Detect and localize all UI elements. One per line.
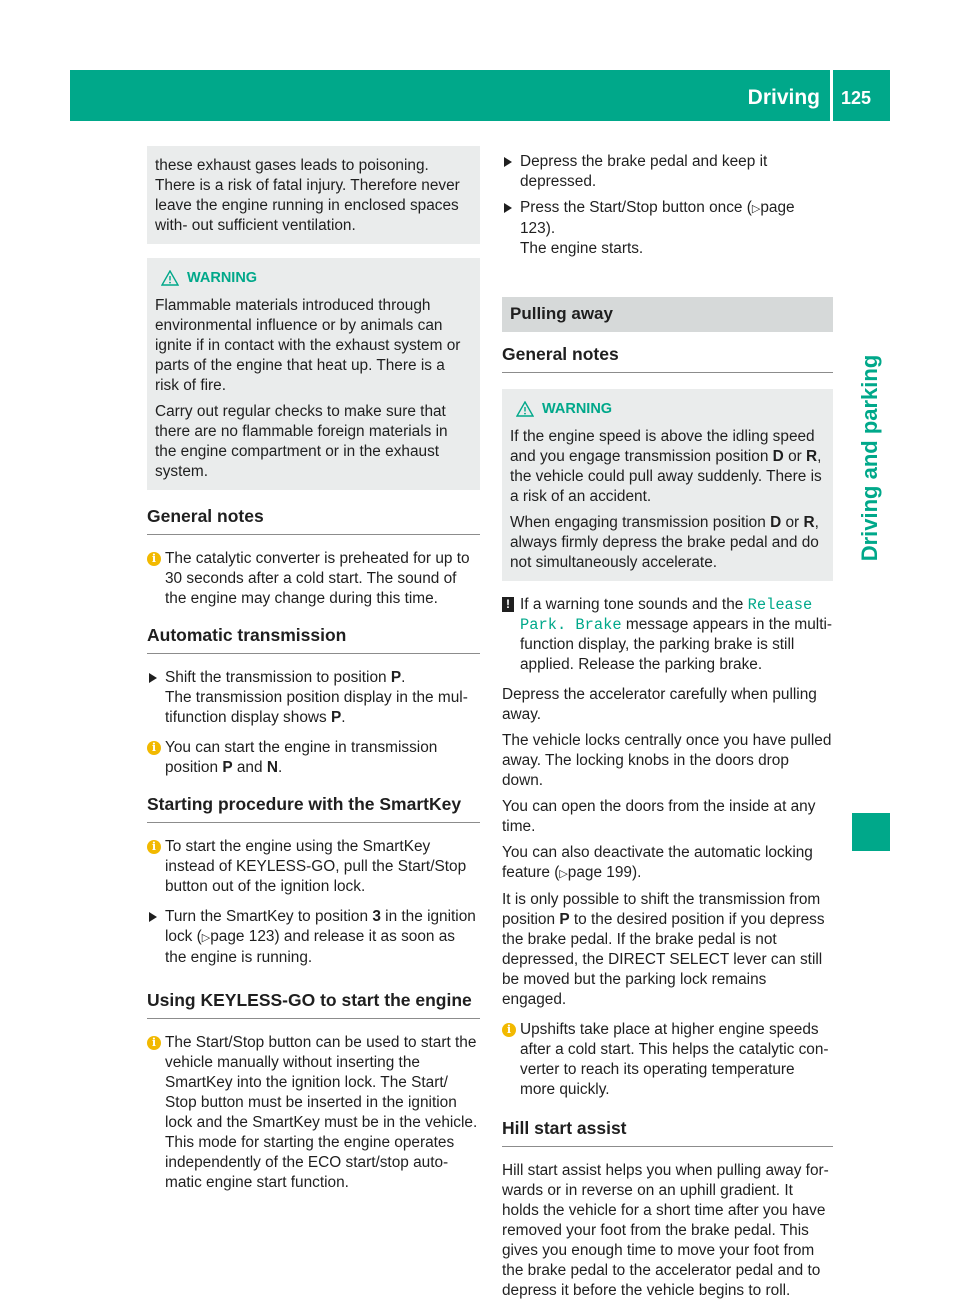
info-icon: i (147, 840, 161, 854)
warning-text: When engaging transmission position D or R, always firmly depress the brake pedal and do not simultaneously accelerate. (510, 514, 819, 571)
side-tab-marker (852, 813, 890, 851)
section-title: Driving (747, 86, 820, 109)
body-text: The vehicle locks centrally once you have pulled away. The locking knobs in the doors drop down. (502, 732, 832, 789)
warning-box-flammable (147, 258, 480, 490)
page-ref-arrow-icon: ▷ (751, 203, 761, 215)
heading-hill-start-assist: Hill start assist (502, 1118, 833, 1147)
warning-triangle-icon (516, 401, 534, 417)
body-text: Hill start assist helps you when pulling away for- wards or in reverse on an uphill gradient. It holds the vehicle for a short time after you have removed your foot from the brake pedal. This gives you enough time to move your foot from the brake pedal to the accelerator pedal and to depress it before the vehicle begins to roll. (502, 1162, 829, 1299)
right-column (502, 152, 833, 1302)
heading-automatic-transmission: Automatic transmission (147, 625, 480, 654)
page-number: 125 (841, 88, 872, 108)
body-text: It is only possible to shift the transmission from position P to the desired position if you depress the brake pedal. If the brake pedal is not depressed, the DIRECT SELECT lever can still be moved but the parking lock remains engaged. (502, 891, 825, 1008)
side-tab-label: Driving and parking (857, 354, 882, 562)
display-message: Release (747, 596, 813, 614)
body-text: You can also deactivate the automatic locking feature (▷page 199). (502, 844, 813, 881)
info-note: i The catalytic converter is preheated for up to 30 seconds after a cold start. The sound of the engine may change during this time. (147, 549, 480, 609)
info-note: i To start the engine using the SmartKey instead of KEYLESS-GO, pull the Start/Stop button out of the ignition lock. (147, 837, 480, 897)
heading-general-notes: General notes (502, 344, 833, 373)
caution-note: ! If a warning tone sounds and the Release Park. Brake message appears in the multi- function display, the parking brake is still applied. Release the parking brake. (502, 595, 833, 675)
warning-heading (516, 399, 825, 419)
warning-label: WARNING (542, 401, 613, 417)
warning-heading (161, 268, 472, 288)
info-icon: i (502, 1023, 516, 1037)
header-divider (830, 70, 833, 121)
page-ref-link[interactable]: page 123 (210, 928, 275, 945)
page-ref-arrow-icon: ▷ (559, 868, 568, 880)
display-message: Park. Brake (520, 616, 622, 634)
info-note: i The Start/Stop button can be used to start the vehicle manually without inserting the SmartKey into the ignition lock. The Start/ Stop button must be inserted in the ignition lock and the SmartKey must be in the vehicle. This mode for starting the engine operates independently of the ECO start/stop auto- matic engine start function. (147, 1033, 480, 1193)
body-text: Depress the accelerator carefully when pulling away. (502, 686, 817, 723)
exclamation-icon: ! (502, 597, 514, 612)
body-text: You can open the doors from the inside at any time. (502, 798, 816, 835)
heading-general-notes: General notes (147, 506, 480, 535)
warning-continuation-box (147, 146, 480, 244)
instruction-step: Press the Start/Stop button once (▷page 123). The engine starts. (502, 198, 833, 259)
step-arrow-icon (504, 157, 512, 167)
step-arrow-icon (149, 673, 157, 683)
page-ref-link[interactable]: page 123 (520, 199, 795, 237)
step-arrow-icon (149, 912, 157, 922)
instruction-step: Shift the transmission to position P. The transmission position display in the mul- tifunction display shows P. (147, 668, 480, 728)
info-icon: i (147, 552, 161, 566)
warning-label: WARNING (187, 270, 258, 286)
left-column (147, 146, 480, 1203)
warning-text: If the engine speed is above the idling speed and you engage transmission position D or R, the vehicle could pull away suddenly. There is a risk of an accident. (510, 428, 822, 505)
info-icon: i (147, 741, 161, 755)
warning-box-pull-away (502, 389, 833, 581)
info-icon: i (147, 1036, 161, 1050)
page-ref-arrow-icon: ▷ (201, 932, 211, 944)
page-ref-link[interactable]: page 199 (567, 864, 632, 881)
side-tab (840, 308, 900, 608)
heading-smartkey: Starting procedure with the SmartKey (147, 794, 480, 823)
warning-triangle-icon (161, 270, 179, 286)
info-note: i You can start the engine in transmission position P and N. (147, 738, 480, 778)
info-note: i Upshifts take place at higher engine speeds after a cold start. This helps the catalytic con- verter to reach its operating temperature more quickly. (502, 1020, 833, 1100)
instruction-step: Depress the brake pedal and keep it depressed. (502, 152, 833, 192)
warning-continuation-text: these exhaust gases leads to poisoning. There is a risk of fatal injury. Therefore never leave the engine running in enclosed spaces with- out sufficient ventilation. (155, 157, 460, 234)
heading-keyless-go: Using KEYLESS-GO to start the engine (147, 990, 480, 1019)
step-arrow-icon (504, 203, 512, 213)
warning-text: Flammable materials introduced through environmental influence or by animals can ignite if in contact with the exhaust system or parts of the engine that heat up. There is a risk of fire. (155, 297, 461, 394)
instruction-step: Turn the SmartKey to position 3 in the ignition lock (▷page 123) and release it as soon as the engine is running. (147, 907, 480, 968)
warning-text: Carry out regular checks to make sure that there are no flammable foreign materials in the engine compartment or in the exhaust system. (155, 403, 448, 480)
section-bar-pulling-away: Pulling away (502, 297, 833, 332)
